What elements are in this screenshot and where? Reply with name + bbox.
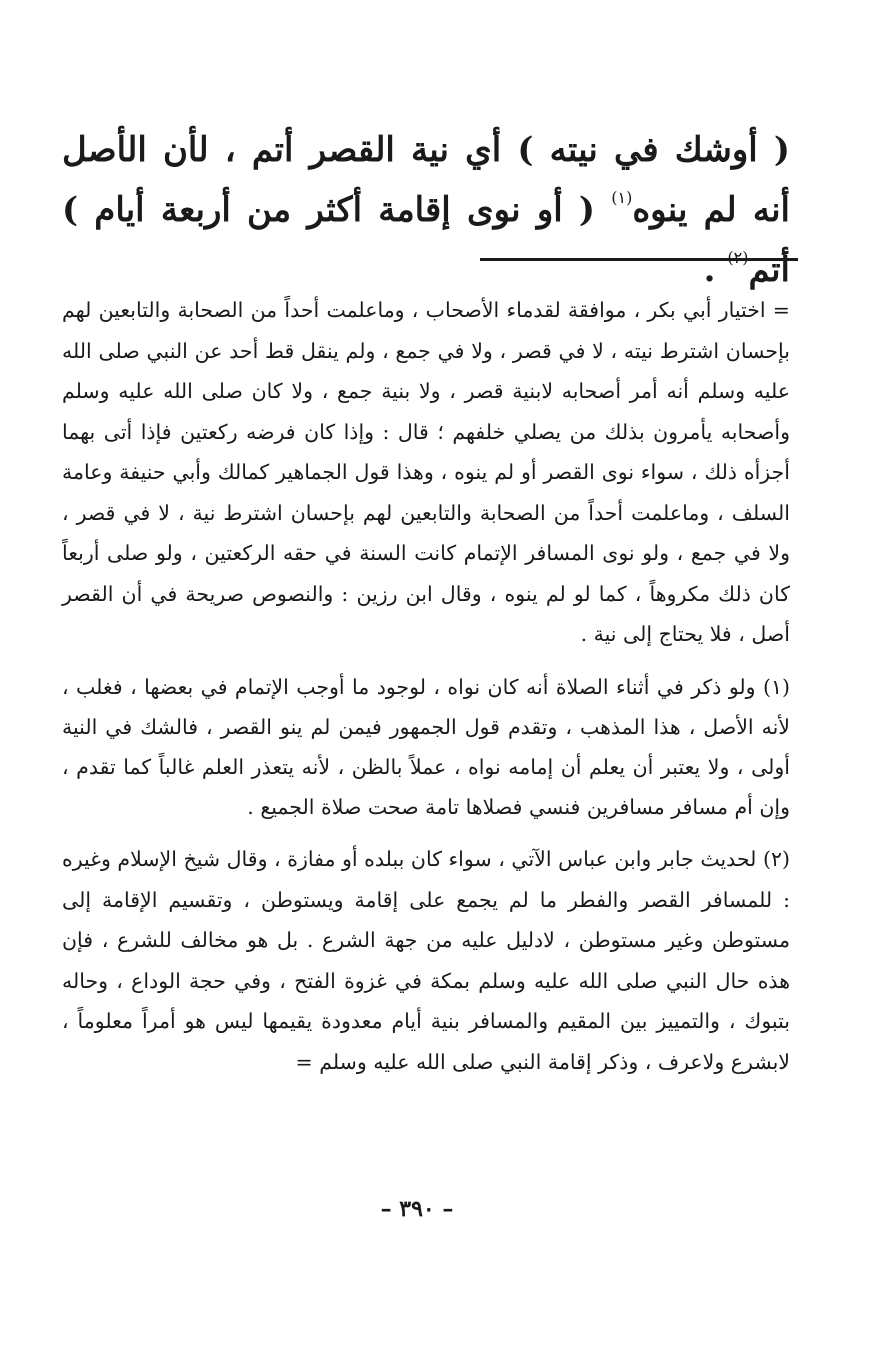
footnote-1: (١) ولو ذكر في أثناء الصلاة أنه كان نواه ، لوجود ما أوجب الإتمام في بعضها ، فغلب ، لأنه الأصل ، هذا المذهب ، وتقدم قول الجمهور فيمن لم ينو القصر ، فالشك في النية أولى ، ولا يعتبر أن يعلم أن إمامه نواه ، عملاً بالظن ، لأنه يتعذر العلم غالباً كما تقدم ، وإن أم مسافر مسافرين فنسي فصلاها تامة صحت صلاة الجميع . — [62, 674, 790, 820]
main-text — [62, 120, 790, 300]
main-text-end: . — [703, 250, 728, 290]
footnote-continuation: = اختيار أبي بكر ، موافقة لقدماء الأصحاب ، وماعلمت أحداً من الصحابة والتابعين لهم بإحسان اشترط نيته ، لا في قصر ، ولا في جمع ، ولم ينقل قط أحد عن النبي صلى الله عليه وسلم أنه أمر أصحابه لابنية قصر ، ولا بنية جمع ، ولا كان صلى الله عليه وسلم وأصحابه يأمرون بذلك من يصلي خلفهم ؛ قال : وإذا كان فرضه ركعتين فإذا أتى بهما أجزأه ذلك ، سواء نوى القصر أو لم ينوه ، وهذا قول الجماهير كمالك وأبي حنيفة وعامة السلف ، وماعلمت أحداً من الصحابة والتابعين لهم بإحسان اشترط نية ، لا في قصر ، ولا في جمع ، ولو نوى المسافر الإتمام كانت السنة في حقه الركعتين ، ولو صلى أربعاً كان ذلك مكروهاً ، كما لو لم ينوه ، وقال ابن رزين : والنصوص صريحة في أن القصر أصل ، فلا يحتاج إلى نية . — [62, 298, 790, 646]
footnote-2: (٢) لحديث جابر وابن عباس الآتي ، سواء كان ببلده أو مفازة ، وقال شيخ الإسلام وغيره : للمسافر القصر والفطر ما لم يجمع على إقامة ويستوطن ، وتقسيم الإقامة إلى مستوطن وغير مستوطن ، لادليل عليه من جهة الشرع . بل هو مخالف للشرع ، فإن هذه حال النبي صلى الله عليه وسلم بمكة في غزوة الفتح ، وفي حجة الوداع ، وحاله بتبوك ، والتمييز بين المقيم والمسافر بنية أيام معدودة يقيمها ليس هو أمراً معلوماً ، لابشرع ولاعرف ، وذكر إقامة النبي صلى الله عليه وسلم = — [62, 847, 790, 1074]
main-text-part-1: ( أوشك في نيته ) أي نية القصر أتم ، لأن الأصل أنه لم ينوه — [62, 130, 791, 230]
main-text-part-2: ( أو نوى إقامة أكثر من أربعة أيام ) أتم — [62, 190, 790, 290]
page-number: – ٣٩٠ – — [380, 1196, 454, 1222]
footnote-separator — [480, 258, 798, 261]
footnote-ref-2: (٢) — [727, 248, 749, 267]
footnotes — [62, 290, 790, 1082]
footnote-ref-1: (١) — [611, 188, 633, 207]
main-paragraph — [62, 120, 790, 300]
